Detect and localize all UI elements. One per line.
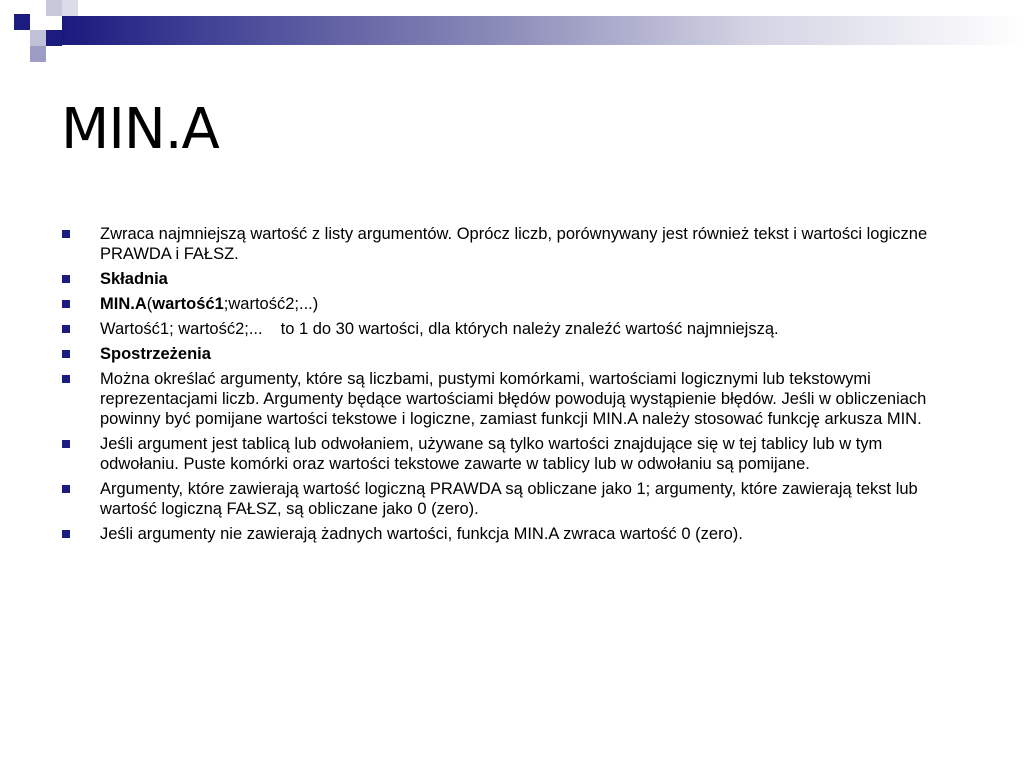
item-text: Jeśli argumenty nie zawierają żadnych wartości, funkcja MIN.A zwraca wartość 0 (zero). <box>100 525 743 543</box>
bullet-list <box>62 224 962 549</box>
list-item <box>62 224 962 264</box>
argument-description: to 1 do 30 wartości, dla których należy znaleźć wartość najmniejszą. <box>280 320 779 338</box>
header-gradient-bar <box>62 16 1024 45</box>
list-item <box>62 479 962 519</box>
list-item <box>62 294 962 314</box>
square-bullet-icon <box>62 300 70 308</box>
decor-square <box>30 46 46 62</box>
list-item <box>62 269 962 289</box>
square-bullet-icon <box>62 275 70 283</box>
list-item <box>62 434 962 474</box>
list-item <box>62 319 962 339</box>
decor-square <box>46 0 62 16</box>
slide-title: MIN.A <box>61 97 219 162</box>
square-bullet-icon <box>62 350 70 358</box>
argument-names: Wartość1; wartość2;... <box>100 320 263 338</box>
syntax-optional-args: ;wartość2;...) <box>223 295 319 313</box>
square-bullet-icon <box>62 230 70 238</box>
section-heading-remarks: Spostrzeżenia <box>100 345 211 363</box>
square-bullet-icon <box>62 440 70 448</box>
item-text: Argumenty, które zawierają wartość logiczną PRAWDA są obliczane jako 1; argumenty, które zawierają tekst lub wartość logiczną FAŁSZ, są obliczane jako 0 (zero). <box>100 480 918 518</box>
square-bullet-icon <box>62 485 70 493</box>
square-bullet-icon <box>62 375 70 383</box>
section-heading-syntax: Składnia <box>100 270 168 288</box>
list-item <box>62 524 962 544</box>
header-decoration <box>0 0 1024 64</box>
square-bullet-icon <box>62 325 70 333</box>
list-item <box>62 369 962 429</box>
function-name: MIN.A <box>100 295 147 313</box>
decor-square <box>30 30 46 46</box>
decor-square <box>62 0 78 16</box>
decor-square <box>14 14 30 30</box>
syntax-required-arg: wartość1 <box>152 295 224 313</box>
decor-square <box>46 30 62 46</box>
square-bullet-icon <box>62 530 70 538</box>
item-text: Zwraca najmniejszą wartość z listy argumentów. Oprócz liczb, porównywany jest również tekst i wartości logiczne PRAWDA i FAŁSZ. <box>100 225 928 263</box>
item-text: Jeśli argument jest tablicą lub odwołaniem, używane są tylko wartości znajdujące się w tej tablicy lub w tym odwołaniu. Puste komórki oraz wartości tekstowe zawarte w tablicy lub w odwołaniu są pomijane. <box>100 435 883 473</box>
list-item <box>62 344 962 364</box>
syntax-open-paren: ( <box>146 295 153 313</box>
item-text: Można określać argumenty, które są liczbami, pustymi komórkami, wartościami logicznymi lub tekstowymi reprezentacjami liczb. Argumenty będące wartościami błędów powodują wystąpienie błędów. Jeśli w obliczeniach powinny być pomijane wartości tekstowe i logiczne, zamiast funkcji MIN.A należy stosować funkcję arkusza MIN. <box>100 370 927 428</box>
